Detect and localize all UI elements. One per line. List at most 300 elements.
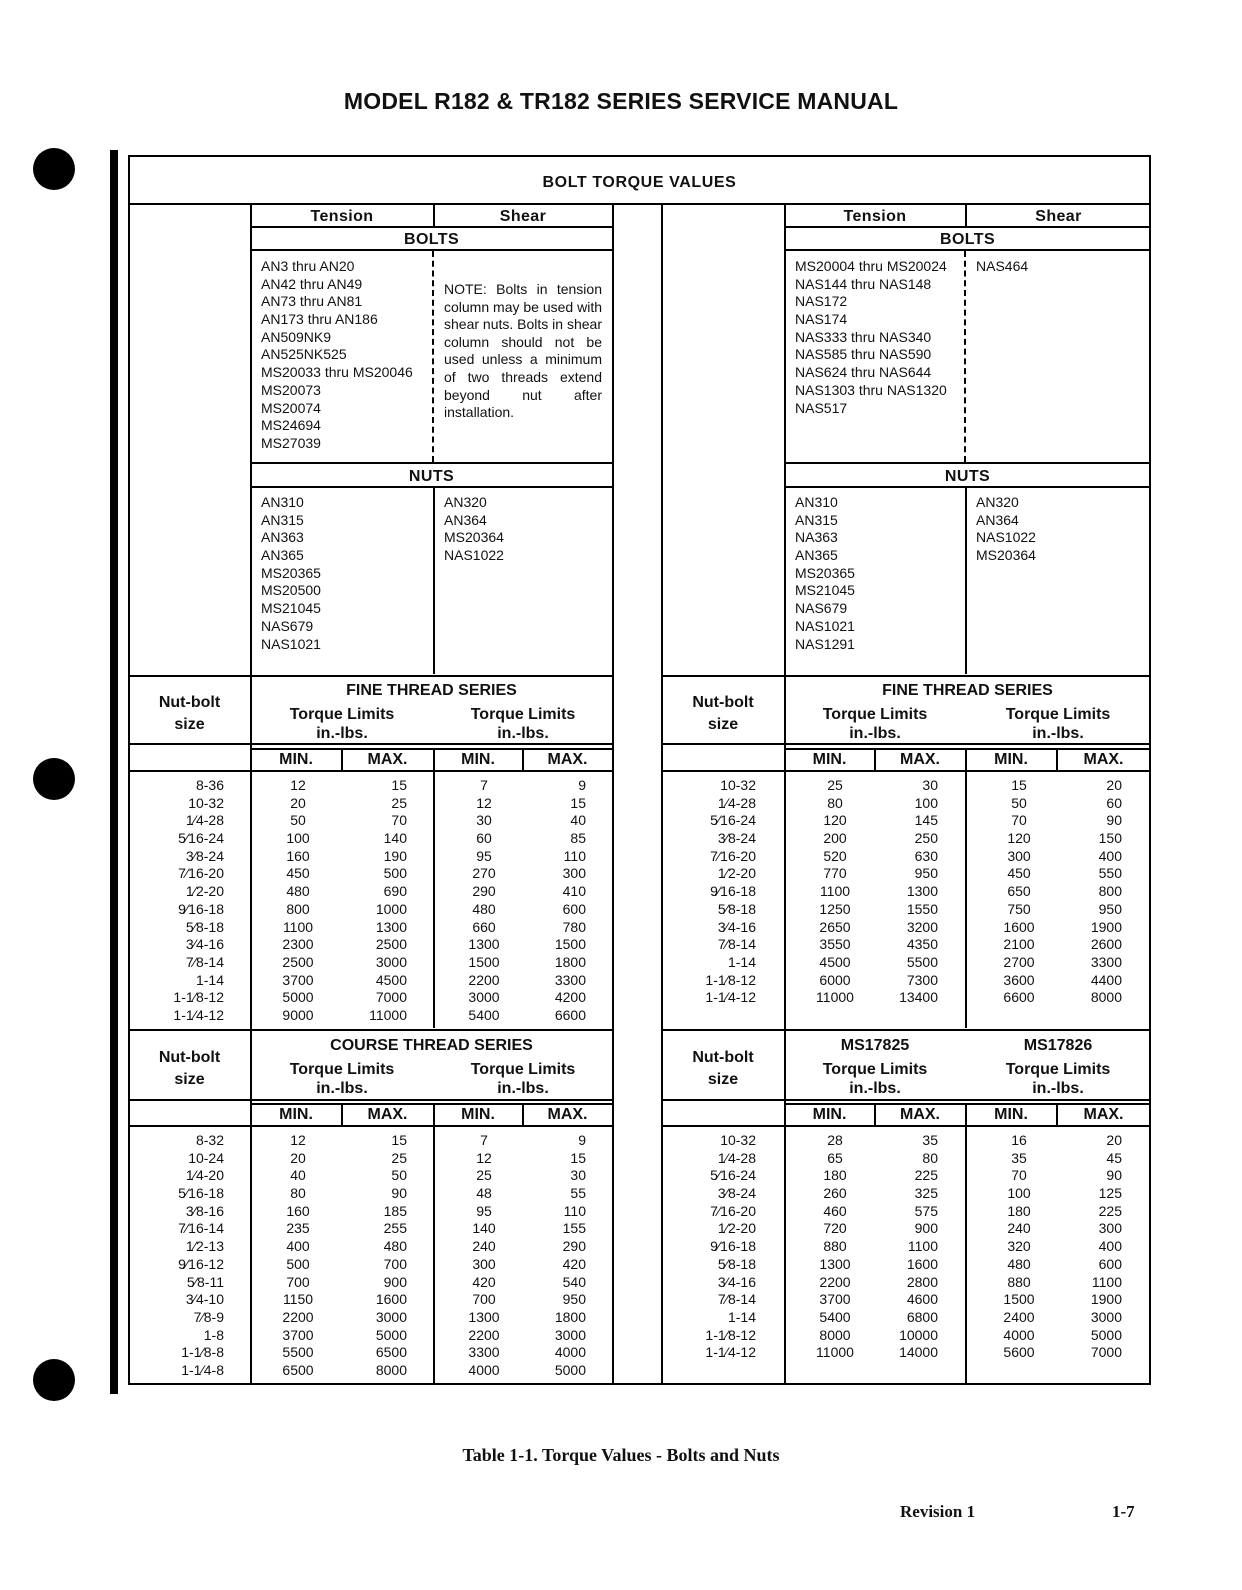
table-cell: 4000 [468,1361,500,1378]
table-cell: 1⁄4-28 [717,794,756,811]
table-cell: 1800 [554,953,586,970]
table-cell: 225 [1098,1202,1122,1219]
table-cell: 7⁄16-20 [178,865,224,882]
series-title: MS17825 [840,1037,910,1054]
table-cell: 235 [286,1220,310,1237]
table-cell: AN525NK525 [261,346,347,363]
table-cell: 320 [1007,1238,1031,1255]
table-cell: 80 [290,1185,306,1202]
table-cell: 650 [1007,883,1031,900]
shear-min-column [984,1132,1054,1362]
nuts-header: NUTS [944,468,991,485]
table-cell: 1-14 [195,971,224,988]
table-cell: 5⁄16-18 [178,1185,224,1202]
table-cell: 900 [383,1273,407,1290]
table-cell: 500 [286,1255,310,1272]
table-cell: AN364 [444,511,487,528]
table-cell: 3300 [468,1344,500,1361]
table-cell: 10-24 [188,1149,224,1166]
table-cell: 1⁄2-13 [185,1238,224,1255]
table-cell: 1550 [906,900,938,917]
size-column [130,777,224,1025]
table-cell: 48 [476,1185,492,1202]
table-cell: 60 [476,830,492,847]
table-cell: 110 [563,847,586,864]
table-cell: 11000 [816,989,854,1006]
table-cell: 3550 [819,936,851,953]
table-cell: 11000 [816,1344,854,1361]
table-title: BOLT TORQUE VALUES [542,174,737,191]
table-cell: 520 [823,847,847,864]
table-cell: 15 [570,794,586,811]
table-cell: 1-1⁄4-12 [173,1006,224,1023]
size-label: size [174,716,205,733]
table-cell: 12 [476,794,492,811]
table-cell: 180 [823,1167,847,1184]
table-cell: 7 [480,1132,488,1148]
table-cell: 25 [827,777,843,793]
table-cell: 2200 [468,1326,500,1343]
shear-max-column [520,777,586,1025]
table-caption: Table 1-1. Torque Values - Bolts and Nuts [462,1445,780,1465]
table-cell: 6500 [375,1344,407,1361]
table-cell: MS20073 [261,381,321,398]
table-cell: 450 [286,865,310,882]
table-cell: 1⁄2-20 [717,1220,756,1237]
table-cell: 480 [472,900,496,917]
table-cell: 270 [472,865,496,882]
nut-bolt-label: Nut-bolt [158,694,221,711]
table-cell: 290 [562,1238,586,1255]
size-label: size [707,1071,739,1088]
table-cell: 1300 [906,883,938,900]
table-cell: 6500 [282,1361,314,1378]
table-cell: 575 [914,1202,938,1219]
table-cell: 5⁄8-18 [185,918,224,935]
table-cell: 420 [562,1255,586,1272]
revision-bar [110,150,118,1394]
table-cell: 190 [383,847,407,864]
table-cell: MS20004 thru MS20024 [795,258,947,274]
table-cell: 2500 [375,936,407,953]
table-cell: 55 [570,1185,586,1202]
torque-limits-label: Torque Limits [289,1061,395,1078]
table-cell: NAS1303 thru NAS1320 [795,381,947,398]
table-cell: 180 [1007,1202,1031,1219]
table-cell: AN3 thru AN20 [261,258,355,274]
table-cell: AN315 [795,511,838,528]
min-header: MIN. [279,1106,313,1123]
page-title: MODEL R182 & TR182 SERIES SERVICE MANUAL [343,88,899,114]
table-cell: 630 [914,847,938,864]
table-cell: 8-36 [195,777,224,793]
table-cell: 950 [914,865,938,882]
torque-limits-label: Torque Limits [470,1061,576,1078]
min-header: MIN. [461,751,495,768]
table-cell: 3⁄4-16 [717,918,756,935]
table-cell: 25 [476,1167,492,1184]
tension-max-column [870,1132,938,1362]
table-cell: 1250 [819,900,851,917]
table-cell: 15 [391,777,407,793]
table-cell: 5500 [906,953,938,970]
table-cell: 140 [472,1220,496,1237]
table-cell: 6600 [554,1006,586,1023]
size-column [660,777,756,1007]
tension-header: Tension [843,208,907,225]
table-cell: 9000 [282,1006,314,1023]
table-cell: 600 [1098,1255,1122,1272]
table-cell: 9⁄16-12 [178,1255,224,1272]
table-cell: 1-1⁄4-8 [181,1361,224,1378]
table-cell: 1⁄4-28 [717,1149,756,1166]
table-cell: 660 [472,918,496,935]
table-cell: 90 [1106,812,1122,829]
table-cell: 20 [290,1149,306,1166]
table-cell: 3⁄4-10 [185,1291,224,1308]
min-header: MIN. [279,751,313,768]
table-cell: AN310 [795,494,838,510]
table-cell: 30 [922,777,938,793]
table-cell: 8000 [819,1326,851,1343]
table-cell: 225 [914,1167,938,1184]
table-cell: 120 [1007,830,1031,847]
table-cell: 900 [914,1220,938,1237]
table-cell: 1600 [906,1255,938,1272]
table-cell: 10-32 [188,794,224,811]
tension-min-column [262,777,334,1025]
table-cell: NAS517 [795,399,848,416]
table-cell: 3⁄8-24 [185,847,224,864]
table-cell: 1-14 [727,1308,756,1325]
nut-bolt-label: Nut-bolt [692,1049,754,1066]
table-cell: AN42 thru AN49 [261,275,363,292]
shear-min-column [448,1132,520,1380]
table-cell: 255 [383,1220,407,1237]
table-cell: 880 [1007,1273,1031,1290]
table-cell: 3700 [282,971,314,988]
left-nuts-shear-list [444,494,504,565]
table-cell: 9 [578,777,586,793]
table-cell: 3⁄8-24 [717,830,756,847]
table-cell: 70 [1011,1167,1027,1184]
units-label: in.-lbs. [497,1080,549,1097]
table-cell: 5500 [282,1344,314,1361]
table-cell: 400 [1098,1238,1122,1255]
table-cell: 410 [562,883,586,900]
table-cell: 2650 [819,918,851,935]
table-cell: 95 [476,847,492,864]
table-cell: MS27039 [261,434,321,451]
table-cell: 95 [476,1202,492,1219]
table-cell: 2500 [282,953,314,970]
table-cell: 420 [472,1273,496,1290]
table-cell: 4400 [1090,971,1122,988]
table-cell: 28 [827,1132,843,1148]
max-header: MAX. [900,751,940,768]
table-cell: 1300 [375,918,407,935]
table-cell: 7⁄8-14 [185,953,224,970]
table-cell: 1-1⁄8-8 [181,1344,224,1361]
min-header: MIN. [994,1106,1028,1123]
table-cell: 100 [914,794,938,811]
table-cell: 40 [570,812,586,829]
table-cell: NAS1021 [795,617,855,634]
right-nuts-shear-list [976,494,1036,565]
shear-min-column [448,777,520,1025]
table-cell: 7⁄8-14 [717,1291,756,1308]
table-cell: 7⁄8-14 [717,936,756,953]
table-cell: 5⁄8-18 [717,1255,756,1272]
table-cell: 1-1⁄4-12 [705,989,756,1006]
table-cell: 30 [476,812,492,829]
table-cell: MS20074 [261,399,321,416]
table-cell: 6800 [906,1308,938,1325]
table-cell: 2200 [468,971,500,988]
table-cell: NAS1022 [976,529,1036,546]
table-cell: 5⁄16-24 [710,812,756,829]
table-cell: 3000 [375,953,407,970]
table-cell: 700 [383,1255,407,1272]
table-cell: 3700 [282,1326,314,1343]
table-cell: 300 [472,1255,496,1272]
table-cell: NAS679 [261,617,314,634]
table-cell: 185 [383,1202,407,1219]
table-cell: 25 [391,1149,407,1166]
table-cell: 50 [391,1167,407,1184]
table-cell: 3⁄8-24 [717,1185,756,1202]
table-cell: 5000 [282,989,314,1006]
table-cell: 1150 [282,1291,314,1308]
right-bolts-shear-list [976,258,1028,276]
table-cell: MS20033 thru MS20046 [261,364,413,381]
table-cell: 5000 [375,1326,407,1343]
table-cell: 1⁄4-20 [185,1167,224,1184]
table-cell: MS20364 [976,547,1036,564]
nut-bolt-label: Nut-bolt [158,1049,221,1066]
table-cell: 6000 [819,971,851,988]
table-cell: 140 [383,830,407,847]
table-cell: 70 [391,812,407,829]
table-cell: 1500 [468,953,500,970]
table-cell: 1900 [1090,918,1122,935]
table-cell: 5⁄8-11 [186,1273,224,1290]
table-cell: 5000 [1090,1326,1122,1343]
table-cell: 1500 [1003,1291,1035,1308]
size-label: size [174,1071,205,1088]
max-header: MAX. [547,1106,588,1123]
table-cell: 9⁄16-18 [710,1238,756,1255]
table-cell: 5000 [554,1361,586,1378]
table-cell: MS21045 [261,600,321,617]
table-cell: 7⁄16-20 [710,1202,756,1219]
table-cell: 2400 [1003,1308,1035,1325]
table-cell: NAS1022 [444,547,504,564]
series-title: FINE THREAD SERIES [882,682,1053,699]
table-cell: 12 [290,777,306,793]
tension-min-column [800,1132,870,1362]
table-cell: AN320 [976,494,1019,510]
table-cell: AN363 [261,529,304,546]
table-cell: 1-1⁄8-12 [705,1326,756,1343]
min-header: MIN. [812,751,847,768]
table-cell: NAS172 [795,293,848,310]
page-number: 1-7 [1112,1502,1135,1521]
table-cell: 1000 [375,900,407,917]
table-cell: 20 [290,794,306,811]
table-cell: 7000 [1090,1344,1122,1361]
table-cell: 325 [914,1185,938,1202]
table-cell: 8000 [375,1361,407,1378]
revision-label: Revision 1 [900,1502,976,1521]
torque-limits-label: Torque Limits [822,706,928,723]
table-cell: 8000 [1090,989,1122,1006]
table-cell: 1⁄2-20 [717,865,756,882]
table-cell: 300 [1007,847,1031,864]
table-cell: 3⁄4-16 [185,936,224,953]
table-cell: NAS144 thru NAS148 [795,275,932,292]
table-cell: 1-1⁄8-12 [705,971,756,988]
table-cell: 80 [827,794,843,811]
table-cell: 7⁄16-20 [710,847,756,864]
table-cell: 260 [823,1185,847,1202]
table-cell: 800 [1098,883,1122,900]
left-bolts-tension-list [261,258,413,453]
series-title: FINE THREAD SERIES [346,682,517,699]
max-header: MAX. [900,1106,940,1123]
table-cell: NAS464 [976,258,1029,274]
table-cell: 10-32 [720,777,756,793]
table-cell: 4500 [819,953,851,970]
table-cell: 7 [480,777,488,793]
binder-hole [33,758,75,800]
table-cell: 3600 [1003,971,1035,988]
left-nuts-tension-list [261,494,321,653]
table-cell: 2200 [819,1273,851,1290]
table-cell: 300 [1098,1220,1122,1237]
units-label: in.-lbs. [849,1080,901,1097]
table-cell: 290 [472,883,496,900]
right-bolts-tension-list [795,258,947,417]
table-cell: 4000 [554,1344,586,1361]
table-cell: 2600 [1090,936,1122,953]
table-cell: 7⁄8-9 [193,1308,224,1325]
table-cell: 300 [562,865,586,882]
table-cell: 950 [562,1291,586,1308]
table-cell: 4500 [375,971,407,988]
table-cell: 240 [1007,1220,1031,1237]
table-cell: 90 [1106,1167,1122,1184]
table-cell: 20 [1106,1132,1122,1148]
table-cell: 35 [1011,1149,1027,1166]
table-cell: 40 [290,1167,306,1184]
table-cell: AN73 thru AN81 [261,293,363,310]
table-cell: AN365 [795,547,838,564]
table-cell: 450 [1007,865,1031,882]
table-cell: 400 [286,1238,310,1255]
table-cell: 11000 [369,1006,407,1023]
table-cell: AN509NK9 [261,328,332,345]
table-cell: 720 [823,1220,847,1237]
table-cell: 1100 [1091,1273,1122,1290]
min-header: MIN. [461,1106,495,1123]
shear-header: Shear [1035,208,1082,225]
table-cell: 3700 [819,1291,851,1308]
table-cell: 3000 [554,1326,586,1343]
table-cell: 540 [562,1273,586,1290]
table-cell: NAS1291 [795,635,855,652]
right-nuts-tension-list [795,494,855,653]
table-cell: 15 [570,1149,586,1166]
table-cell: 25 [391,794,407,811]
table-cell: 5⁄8-18 [717,900,756,917]
table-cell: MS20365 [795,564,855,581]
table-cell: 2700 [1003,953,1035,970]
size-label: size [707,716,739,733]
table-cell: 85 [570,830,586,847]
table-cell: 70 [1011,812,1027,829]
units-label: in.-lbs. [316,725,368,742]
table-cell: MS21045 [795,582,855,599]
table-cell: 1-1⁄4-12 [705,1344,756,1361]
table-cell: 100 [1007,1185,1031,1202]
bolts-header: BOLTS [939,231,996,248]
torque-limits-label: Torque Limits [289,706,395,723]
table-cell: 100 [286,830,310,847]
table-cell: NAS333 thru NAS340 [795,328,932,345]
max-header: MAX. [1083,1106,1124,1123]
table-cell: 4000 [1003,1326,1035,1343]
table-cell: 50 [290,812,306,829]
table-cell: 4350 [906,936,938,953]
table-cell: 12 [476,1149,492,1166]
table-cell: 1100 [819,883,851,900]
table-cell: 7⁄16-14 [178,1220,224,1237]
table-cell: 1⁄4-28 [185,812,224,829]
table-cell: 600 [562,900,586,917]
table-cell: 1⁄2-20 [185,883,224,900]
binder-hole [33,148,75,190]
table-cell: AN320 [444,494,487,510]
table-cell: 780 [562,918,586,935]
table-cell: 150 [1098,830,1122,847]
table-cell: 1100 [282,918,314,935]
max-header: MAX. [1083,751,1124,768]
table-cell: 3300 [554,971,586,988]
table-cell: 9 [578,1132,586,1148]
table-cell: 1300 [468,936,500,953]
series-title: MS17826 [1023,1037,1093,1054]
table-cell: 400 [1098,847,1122,864]
table-cell: MS20500 [261,582,321,599]
table-cell: 16 [1011,1132,1027,1148]
table-cell: 950 [1098,900,1122,917]
table-cell: 2100 [1003,936,1035,953]
units-label: in.-lbs. [1032,725,1084,742]
table-cell: 480 [383,1238,407,1255]
table-cell: 5⁄16-24 [710,1167,756,1184]
table-cell: MS20364 [444,529,504,546]
shear-min-column [984,777,1054,1007]
table-cell: 690 [383,883,407,900]
shear-max-column [1054,1132,1122,1362]
table-cell: MS20365 [261,564,321,581]
table-cell: 2800 [906,1273,938,1290]
min-header: MIN. [812,1106,847,1123]
table-cell: 1-8 [203,1326,224,1343]
table-cell: 1900 [1090,1291,1122,1308]
table-cell: 7000 [375,989,407,1006]
